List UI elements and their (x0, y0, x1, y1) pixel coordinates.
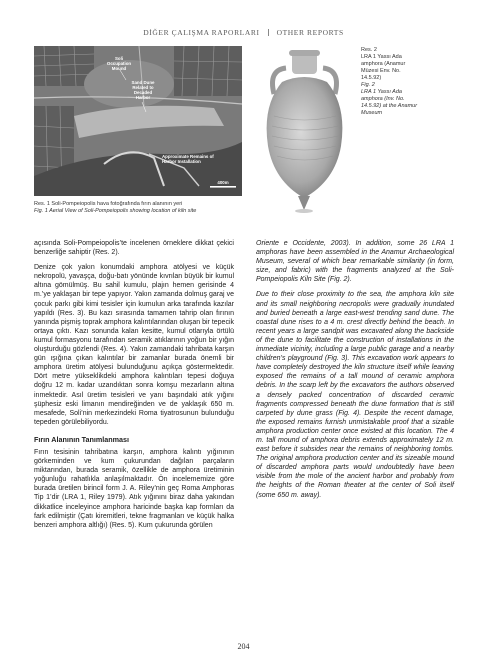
figure2-caption-en: Fig. 2 LRA 1 Yassı Ada amphora (Inv. No. 14.5.92) at the Anamur Museum (361, 82, 418, 116)
label-scale: 400m (217, 180, 229, 185)
right-column-english (256, 239, 454, 506)
figure1-caption (34, 201, 244, 215)
figure2-caption (361, 47, 421, 117)
left-column-turkish (34, 239, 234, 536)
section-heading: Fırın Alanının Tanımlanması (34, 434, 130, 444)
aerial-photo (34, 46, 242, 196)
amphora-image (252, 46, 357, 214)
header-divider (268, 29, 269, 36)
page-number: 204 (237, 642, 250, 651)
label-sand-dune: Sand Dune Related to Decaded Harbor (131, 80, 155, 100)
header-right: OTHER REPORTS (276, 28, 344, 37)
header-left: DİĞER ÇALIŞMA RAPORLARI (143, 28, 260, 37)
running-header (0, 28, 487, 37)
figure1-caption-tr: Res. 1 Soli-Pompeiopolis hava fotoğrafında fırın alanının yeri (34, 201, 183, 207)
paragraph: Due to their close proximity to the sea, the amphora kiln site and its small neighboring necropolis were gradually inundated and buried beneath a large east-west trending sand dune. The coastal dune rises to a 4 m. crest directly behind the beach. In recent years a large sandpit was excavated along the backside of the dune to facilitate the construction of installations in the immediate vicinity, including a large public garage and a nearby children’s playground (Fig. 3). This excavation work appears to have completely destroyed the kiln structure itself while leaving exposed the remains of a tall mound of ceramic amphora debris. In the scarp left by the excavators the authors observed a densely packed concentration of discarded ceramic fragments compressed beneath the dune formation that is still carpeted by dune grass (Fig. 4). Despite the recent damage, the exposed remains furnish unmistakable proof that a sizable amphora production center once existed at this location. The 4 m. tall mound of amphora debris extends approximately 12 m. east before it subsides near the remains of neighboring tombs. The original amphora production center and its sizeable mound of discarded amphora parts would undoubtedly have been visible from the mole of the ancient harbor and probably from the heights of the Roman theater at the center of Soli itself (some 650 m. away). (256, 291, 454, 499)
paragraph: açısında Soli-Pompeiopolis’te incelenen örneklere dikkat çekici benzerliğe sahiptir (Res. 2). (34, 240, 234, 257)
amphora-photo (252, 46, 357, 214)
figure1-caption-en: Fig. 1 Aerial View of Soli-Pompeiopolis showing location of kiln site (34, 208, 197, 214)
label-occupation-mound: Soli Occupation Mound (106, 56, 132, 71)
label-harbor-remains: Approximate Remains of Harbor Installation (162, 154, 214, 164)
paragraph: Fırın tesisinin tahribatına karşın, amphora kalıntı yığınının görkeminden ve kum çukurundan dağılan parçaların miktarından, burada seramik, özellikle de amphora üretiminin yoğunluğu rahatlıkla anlaşılmaktadır. Ön incelememize göre burada üretilen birincil form J. A. Riley’nin geç Roma Amphoras Tip 1’dir (LRA 1, Riley 1979). Atık yığınını biraz daha yakından dikkatlice inceleyince amphora haricinde başka kap formları da fark edilmiştir (Çatı kiremitleri, tekne fragmanları ve küçük halka benzeri amphora altlığı) (Res. 5). Kum çukurunda görülen (34, 448, 234, 529)
figure2-caption-tr: Res. 2 LRA 1 Yassı Ada amphora (Anamur Müzesi Env. No. 14.5.92) (361, 47, 406, 81)
paragraph: Oriente e Occidente, 2003). In addition, some 26 LRA 1 amphoras have been assembled in the Anamur Archaeological Museum, several of which bear remarkable similarity (in form, size, and fabric) with the fragments analyzed at the Soli-Pompeiopolis Kiln Site (Fig. 2). (256, 240, 454, 284)
paragraph: Denize çok yakın konumdaki amphora atölyesi ve küçük nekropolü, yavaşça, doğu-batı yönünde kıvrılan büyük bir kumul altına gömülmüş. Bu sahil kumulu, plajın hemen gerisinde 4 m.’ye yaklaşan bir tepe yapıyor. Yakın zamanda dolmuş garaj ve çocuk parkı gibi kimi tesisler için kumulun arka tarafında kazılar yapıldı (Res. 3). Bu kazı sırasında tamamen tahrip olan fırının yanında pişmiş toprak amphora kalıntılarından oluşan bir tepecik ortaya çıktı. Kazı sonunda kalan kesitte, kumul otlarıyla örtülü kumul formasyonu tarafından seramik atıklarının yoğun bir yığın oluşturduğu gözlendi (Res. 4). Yakın zamandaki tahribata karşın gün ışığına çıkan kalıntılar bir zamanlar burada önemli bir amphora üretim atölyesi bulunduğunu açıkça göstermektedir. Dört metre yükseklikdeki amphora kalıntıları tepesi doğuya doğru 12 m. kadar uzandıktan sonra komşu mezarların altına inmektedir. Asıl üretim tesisleri ve yanı başındaki atık yığını şüphesiz eski limanın mendireğinden ve de yaklaşık 650 m. mesafede, Soli’nin merkezindeki Roma tiyatrosunun bulunduğu tepeden görülebiliyordu. (34, 264, 234, 426)
